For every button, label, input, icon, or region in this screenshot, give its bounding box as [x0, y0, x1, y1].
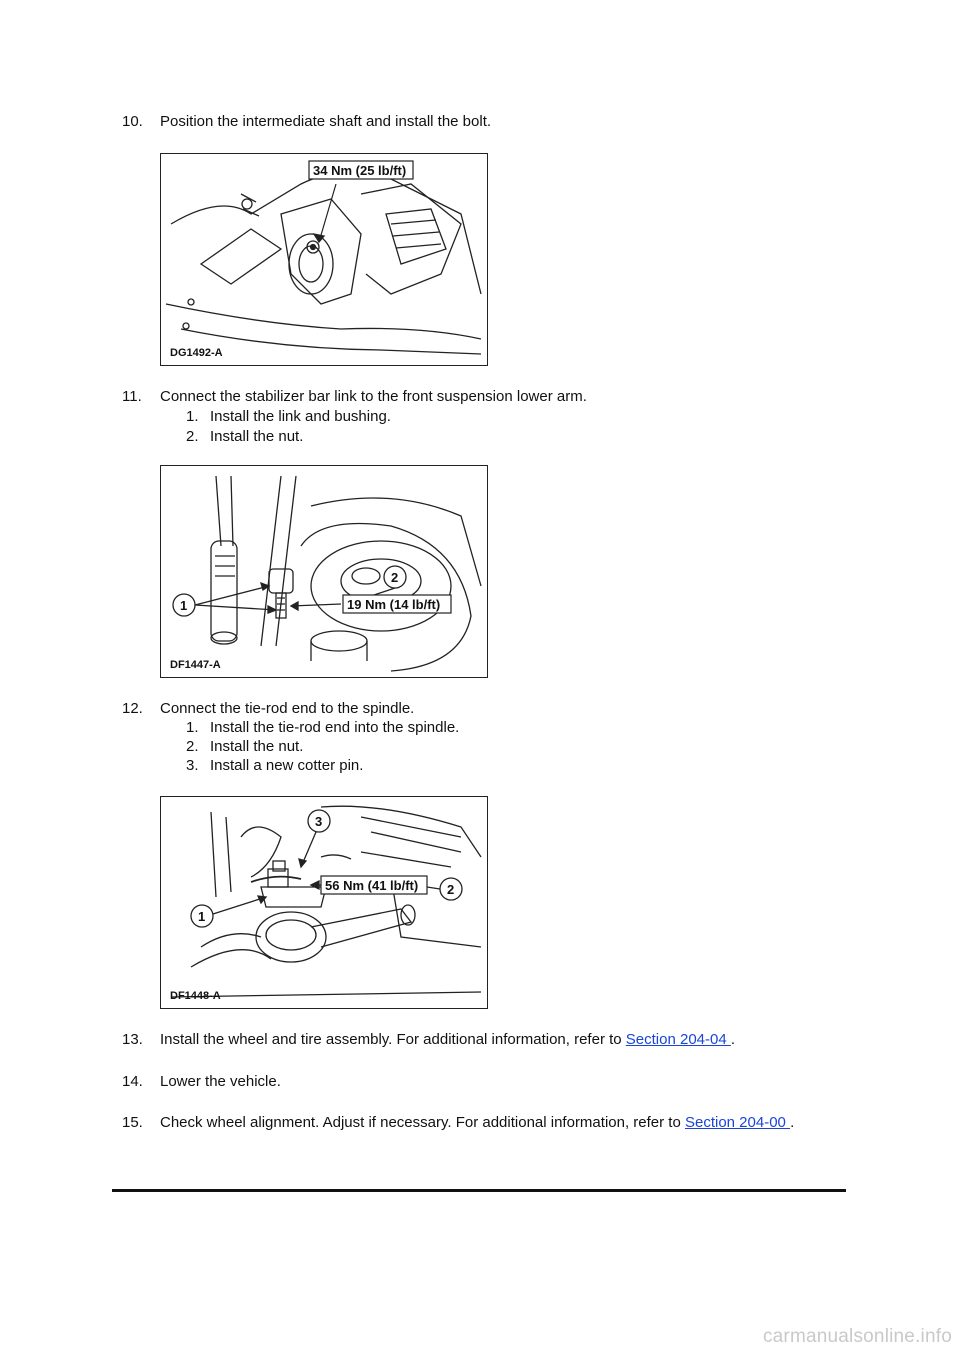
- step-number: 12.: [122, 700, 143, 717]
- step-text: [160, 1031, 735, 1048]
- substep-text: Install the nut.: [210, 738, 304, 755]
- step-number: 10.: [122, 113, 143, 130]
- substep-number: 2.: [186, 428, 199, 445]
- substep-text: Install the link and bushing.: [210, 408, 391, 425]
- step-text: Position the intermediate shaft and install the bolt.: [160, 113, 492, 130]
- section-204-04-link[interactable]: Section 204-04: [625, 1031, 731, 1048]
- callout-number: 1: [180, 598, 188, 613]
- torque-label: 34 Nm (25 lb/ft): [313, 163, 407, 178]
- step-text: Connect the tie-rod end to the spindle.: [160, 700, 415, 717]
- substep-text: Install the tie-rod end into the spindle.: [210, 719, 460, 736]
- step-text: [160, 1114, 794, 1131]
- substep-number: 2.: [186, 738, 199, 755]
- callout-number: 1: [198, 909, 206, 924]
- step-text-body: Check wheel alignment. Adjust if necessary. For additional information, refer to: [160, 1114, 681, 1131]
- step-number: 14.: [122, 1073, 143, 1090]
- substep-number: 3.: [186, 757, 199, 774]
- figure-id: DF1448-A: [170, 990, 221, 1002]
- watermark: carmanualsonline.info: [762, 1326, 952, 1347]
- figure-tie-rod-end: [160, 796, 488, 1009]
- figure-intermediate-shaft: [160, 153, 488, 366]
- figure-id: DF1447-A: [170, 659, 221, 671]
- torque-label: 19 Nm (14 lb/ft): [347, 597, 441, 612]
- section-204-00-link[interactable]: Section 204-00: [684, 1114, 791, 1131]
- step-text-end: .: [730, 1031, 736, 1048]
- substep-number: 1.: [186, 408, 199, 425]
- step-text: Connect the stabilizer bar link to the front suspension lower arm.: [160, 388, 587, 405]
- figure-id: DG1492-A: [170, 347, 223, 359]
- step-number: 15.: [122, 1114, 143, 1131]
- substep-number: 1.: [186, 719, 199, 736]
- substep-text: Install the nut.: [210, 428, 304, 445]
- step-text-body: Install the wheel and tire assembly. For additional information, refer to: [160, 1031, 622, 1048]
- step-text-end: .: [790, 1114, 795, 1131]
- torque-label: 56 Nm (41 lb/ft): [325, 878, 419, 893]
- page-divider: [112, 1189, 846, 1192]
- step-number: 13.: [122, 1031, 143, 1048]
- substep-text: Install a new cotter pin.: [210, 757, 364, 774]
- callout-number: 3: [315, 814, 323, 829]
- figure-stabilizer-link: [160, 465, 488, 678]
- callout-number: 2: [391, 570, 399, 585]
- step-text: Lower the vehicle.: [160, 1073, 281, 1090]
- step-number: 11.: [122, 388, 142, 405]
- callout-number: 2: [447, 882, 455, 897]
